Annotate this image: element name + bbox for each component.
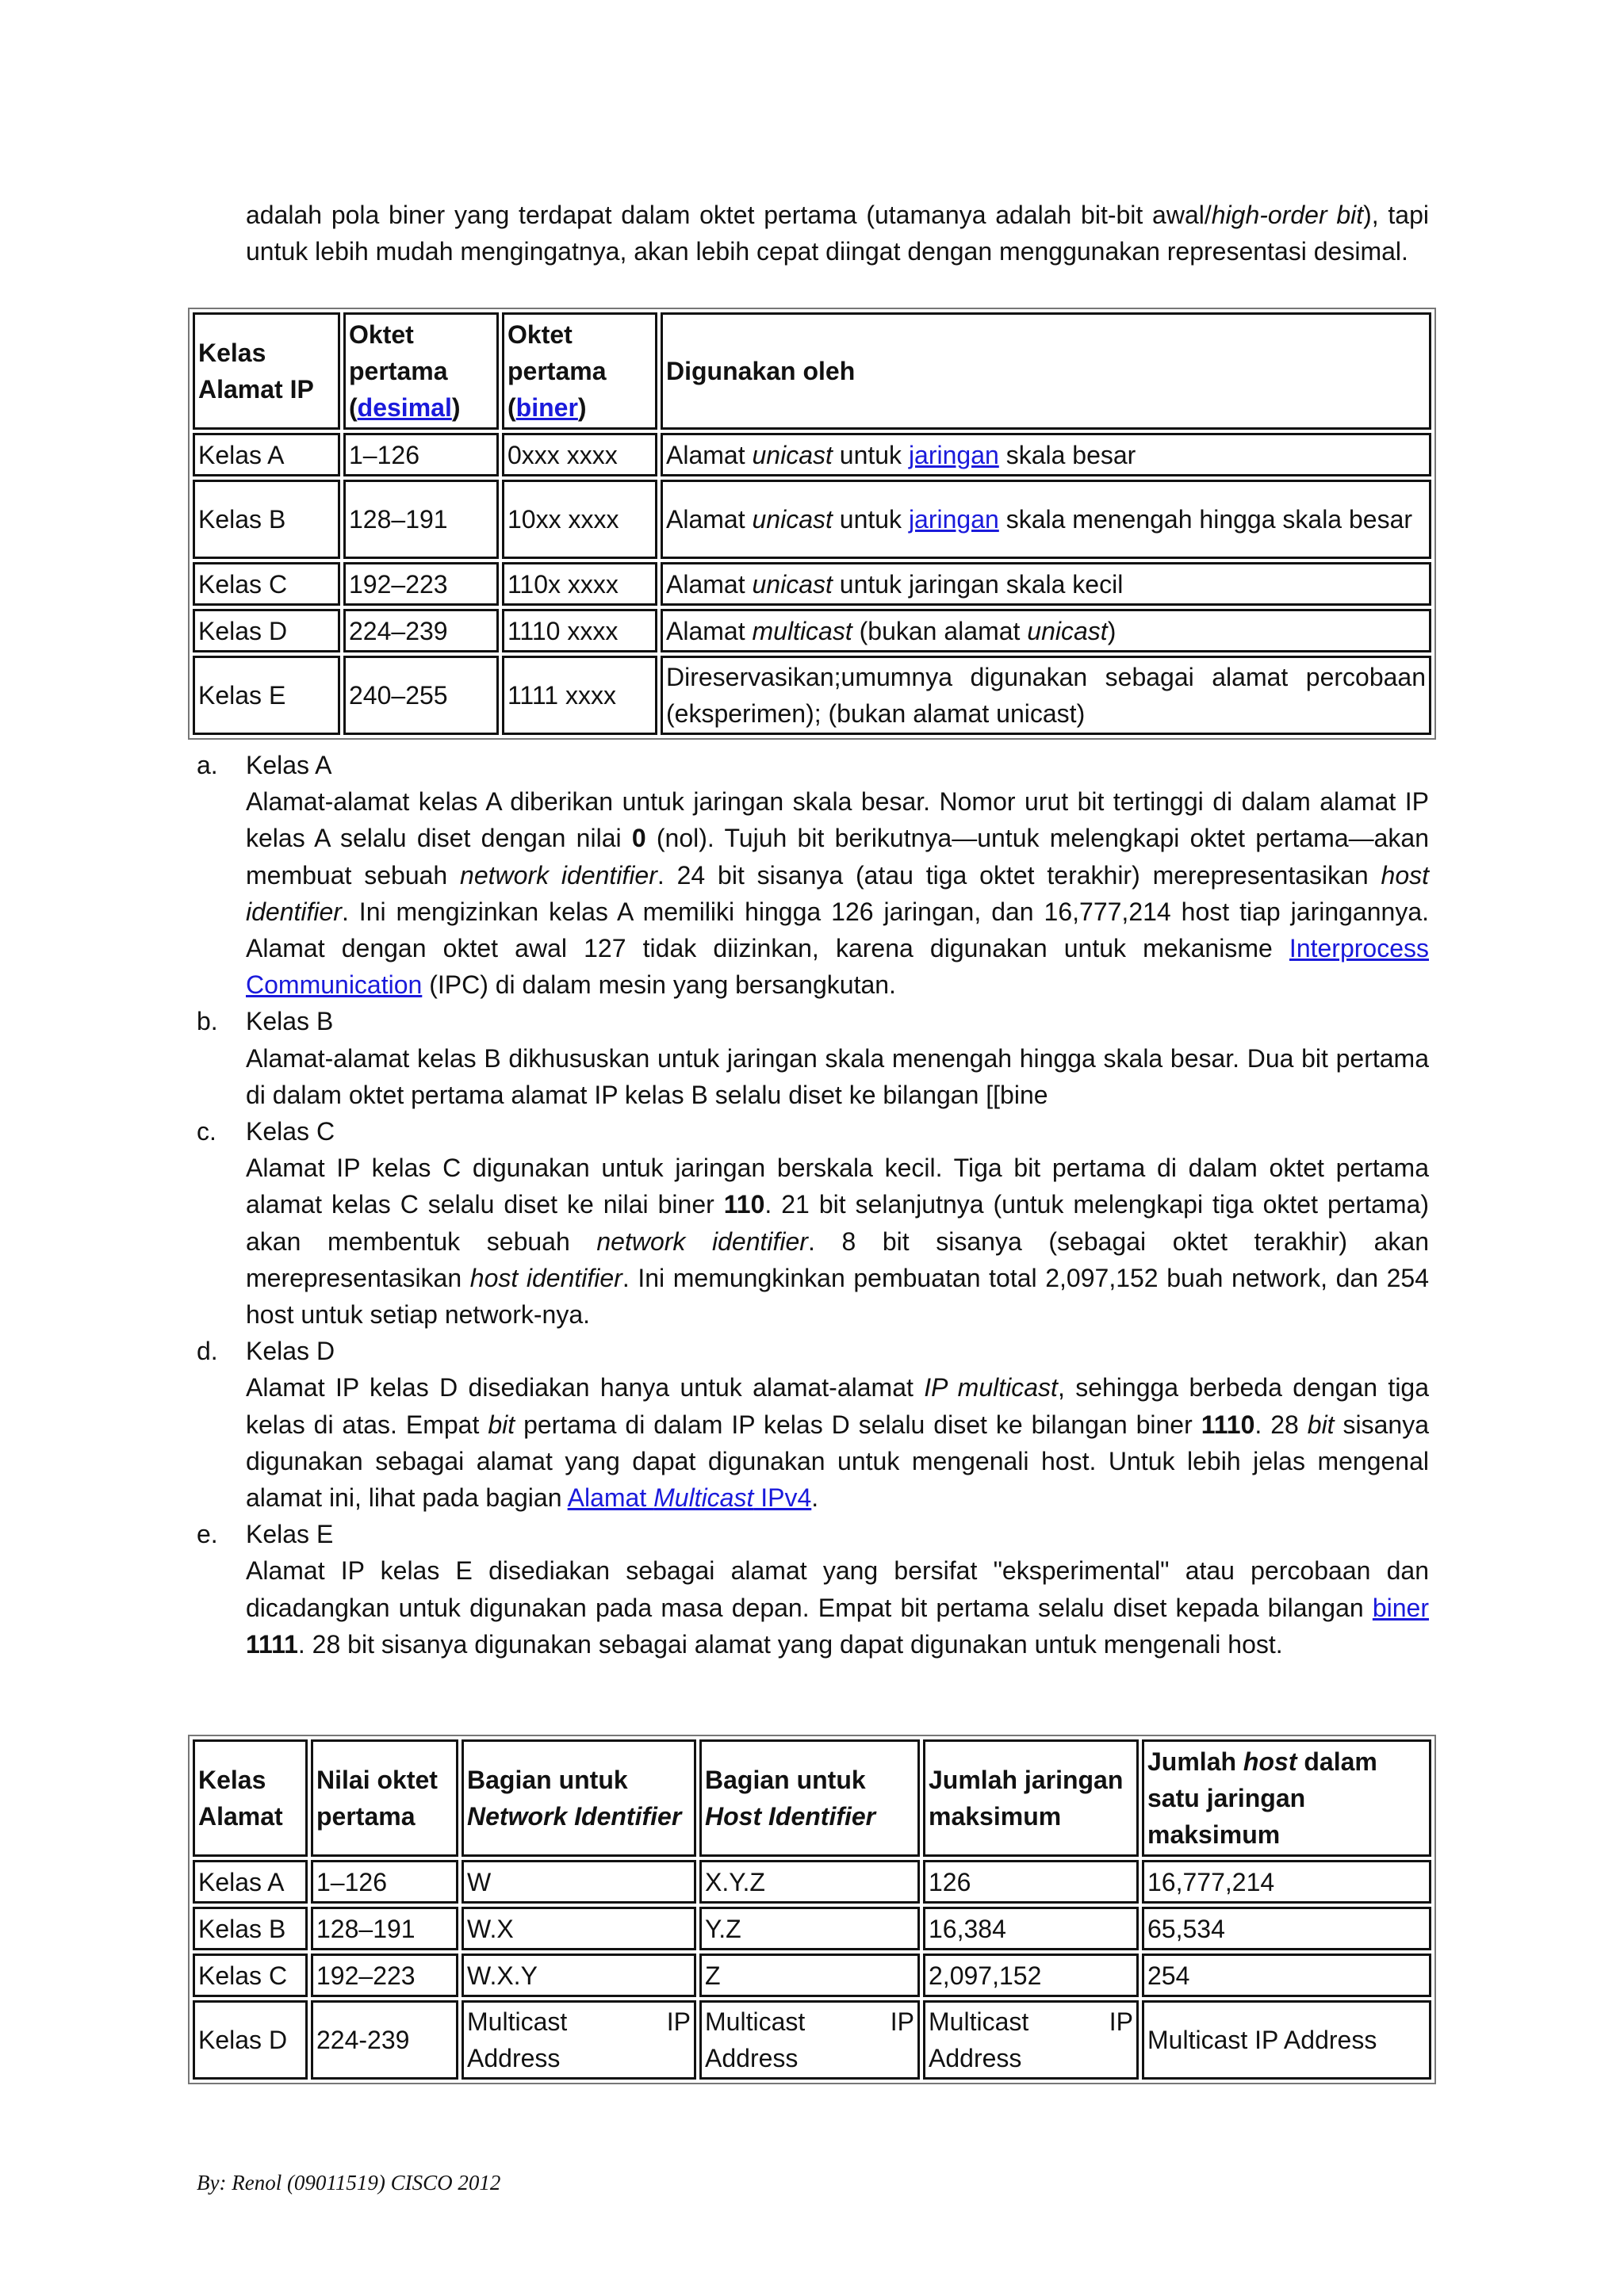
text-run: Oktet pertama (	[349, 320, 448, 422]
list-item-title: Kelas E	[246, 1520, 334, 1549]
italic-text: bit	[488, 1410, 515, 1439]
list-item	[197, 1333, 1429, 1516]
table-cell	[661, 656, 1431, 735]
text-run: )	[451, 393, 461, 422]
list-item-body	[246, 783, 1429, 1003]
text-run: (bukan alamat	[852, 616, 1028, 645]
table-body	[193, 1860, 1431, 2080]
table-cell	[343, 562, 499, 606]
text-run: pertama di dalam IP kelas D selalu diset ke bilangan biner	[515, 1410, 1201, 1439]
table-cell	[1142, 1860, 1431, 1904]
text-run: 192–223	[316, 1961, 416, 1990]
text-run: adalah pola biner yang terdapat dalam oktet pertama (utamanya adalah bit-bit awal/	[246, 201, 1212, 229]
table-cell	[343, 656, 499, 735]
text-run: Kelas D	[198, 616, 288, 645]
table-cell	[193, 2000, 308, 2080]
text-run: Alamat	[666, 569, 753, 599]
table-row	[193, 1907, 1431, 1950]
table-cell	[462, 1954, 696, 1997]
text-run: Jumlah jaringan maksimum	[929, 1766, 1124, 1831]
text-run: Kelas Alamat IP	[198, 339, 314, 404]
table-cell	[502, 480, 657, 559]
text-run: W.X.Y	[467, 1961, 538, 1990]
table-row	[193, 562, 1431, 606]
table-cell	[661, 433, 1431, 476]
hyperlink[interactable]: jaringan	[908, 505, 999, 534]
text-run: Oktet pertama (	[508, 320, 607, 422]
list-item-title: Kelas D	[246, 1337, 335, 1366]
list-marker: d.	[197, 1337, 218, 1366]
table-cell	[923, 1954, 1139, 1997]
text-run: skala menengah hingga skala besar	[998, 505, 1413, 534]
italic-text: host identifier	[469, 1263, 622, 1292]
text-run: untuk	[832, 505, 909, 534]
text-run: Kelas A	[198, 1867, 285, 1896]
table-cell	[343, 480, 499, 559]
text-run: 10xx xxxx	[508, 505, 619, 534]
table-cell	[699, 1954, 920, 1997]
list-item	[197, 1113, 1429, 1333]
hyperlink[interactable]: jaringan	[908, 440, 999, 469]
table-row	[193, 480, 1431, 559]
table-cell	[502, 562, 657, 606]
bold-text: 0	[631, 824, 646, 853]
text-run: skala besar	[998, 440, 1136, 469]
text-run: Alamat IP kelas C digunakan untuk jaringan berskala kecil. Tiga bit pertama di dalam oktet pertama alamat kelas C selalu diset ke nilai biner	[246, 1154, 1429, 1219]
table-cell	[462, 2000, 696, 2080]
text-run: 1110 xxxx	[508, 616, 619, 645]
bold-text: 1110	[1201, 1410, 1255, 1439]
text-run: X.Y.Z	[705, 1867, 765, 1896]
text-run: Alamat	[666, 440, 753, 469]
text-run: Kelas D	[198, 2026, 288, 2054]
text-run: Alamat	[666, 616, 753, 645]
text-run: 0xxx xxxx	[508, 440, 618, 469]
italic-text: Host Identifier	[705, 1802, 876, 1831]
text-run: . Ini memungkinkan pembuatan total 2,097,152 buah network, dan 254 host untuk setiap network-nya.	[246, 1263, 1430, 1330]
text-run: Alamat IP kelas D disediakan hanya untuk alamat-alamat	[246, 1373, 925, 1402]
text-run: 254	[1147, 1961, 1190, 1990]
text-run: untuk	[832, 440, 909, 469]
hyperlink[interactable]: IPv4	[753, 1483, 812, 1513]
text-run: W	[467, 1867, 492, 1896]
column-header	[462, 1739, 696, 1857]
list-marker: b.	[197, 1007, 218, 1036]
table-cell	[699, 1907, 920, 1950]
column-header	[311, 1739, 458, 1857]
italic-text: unicast	[1027, 616, 1108, 645]
text-run: )	[1107, 616, 1116, 645]
text-run: 224-239	[316, 2026, 410, 2054]
italic-text: Network Identifier	[467, 1802, 682, 1831]
column-header	[661, 312, 1431, 430]
italic-text: IP multicast	[924, 1373, 1058, 1402]
table-body	[193, 433, 1431, 735]
text-run: 1–126	[316, 1867, 387, 1896]
hyperlink[interactable]: Alamat	[567, 1483, 654, 1513]
text-run: Kelas B	[198, 1914, 286, 1943]
table-cell	[661, 480, 1431, 559]
text-run: 128–191	[316, 1914, 416, 1943]
table-cell	[311, 1907, 458, 1950]
column-header	[193, 1739, 308, 1857]
text-run: Alamat IP kelas E disediakan sebagai alamat yang bersifat "eksperimental" atau percobaan dan dicadangkan untuk digunakan pada masa depan. Empat bit pertama selalu diset kepada bilangan	[246, 1556, 1429, 1622]
italic-text: unicast	[752, 440, 833, 469]
list-item	[197, 1003, 1429, 1113]
text-run: 240–255	[349, 681, 448, 710]
text-run: , sehingga berbeda dengan tiga kelas di atas. Empat	[246, 1373, 1430, 1439]
list-marker: e.	[197, 1520, 218, 1549]
ip-class-table	[188, 308, 1436, 740]
text-run: 224–239	[349, 616, 448, 645]
table-header-row	[193, 312, 1431, 430]
text-run: 16,777,214	[1147, 1867, 1275, 1896]
column-header	[1142, 1739, 1431, 1857]
text-run: . 28	[1254, 1410, 1308, 1439]
table-row	[193, 433, 1431, 476]
list-item-body	[246, 1040, 1429, 1113]
table-cell	[311, 2000, 458, 2080]
table-row	[193, 656, 1431, 735]
table-cell	[661, 562, 1431, 606]
italic-text: high-order bit	[1211, 201, 1364, 229]
table-cell	[699, 2000, 920, 2080]
text-run: Kelas A	[198, 440, 285, 469]
text-run: untuk jaringan skala kecil	[832, 569, 1124, 599]
table-cell	[193, 433, 340, 476]
table-cell	[193, 480, 340, 559]
table-cell	[502, 433, 657, 476]
hyperlink[interactable]: Interprocess Communication	[246, 934, 1429, 1000]
table-cell	[193, 609, 340, 652]
text-run: Alamat-alamat kelas B dikhususkan untuk jaringan skala menengah hingga skala besar. Dua bit pertama di dalam oktet pertama alamat IP kelas B selalu diset ke bilangan [[bine	[246, 1043, 1429, 1109]
text-run: 1–126	[349, 440, 419, 469]
column-header	[923, 1739, 1139, 1857]
text-run: )	[577, 393, 587, 422]
list-item-title: Kelas B	[246, 1007, 334, 1036]
italic-text: host	[1243, 1747, 1297, 1776]
text-run: . 21 bit selanjutnya (untuk melengkapi tiga oktet pertama) akan membentuk sebuah	[246, 1190, 1429, 1256]
table-cell	[923, 1860, 1139, 1904]
table-cell	[311, 1954, 458, 1997]
text-run: 126	[929, 1867, 971, 1896]
table-cell	[462, 1907, 696, 1950]
list-item-title: Kelas A	[246, 751, 332, 779]
table-row	[193, 2000, 1431, 2080]
text-run: (IPC) di dalam mesin yang bersangkutan.	[422, 970, 896, 1000]
table-cell	[1142, 1907, 1431, 1950]
list-item-body	[246, 1369, 1429, 1516]
text-run: .	[811, 1483, 819, 1513]
table-cell	[1142, 1954, 1431, 1997]
table-cell	[699, 1860, 920, 1904]
italic-text: host identifier	[246, 860, 1430, 926]
text-run: Y.Z	[705, 1914, 741, 1943]
list-marker: a.	[197, 751, 218, 779]
text-run: Multicast IP Address	[1147, 2026, 1377, 2054]
table-header-row	[193, 1739, 1431, 1857]
text-run: Digunakan oleh	[666, 357, 856, 385]
text-run: Kelas B	[198, 505, 286, 534]
column-header	[699, 1739, 920, 1857]
table-cell	[923, 2000, 1139, 2080]
italic-text: network identifier	[460, 860, 657, 890]
hyperlink[interactable]: desimal	[357, 393, 452, 422]
text-run: W.X	[467, 1914, 514, 1943]
text-run: 110x xxxx	[508, 569, 619, 599]
text-run: Bagian untuk	[705, 1766, 866, 1794]
text-run: (nol). Tujuh bit berikutnya—untuk melengkapi oktet pertama—akan membuat sebuah	[246, 824, 1430, 890]
intro-paragraph	[246, 197, 1429, 270]
table-cell	[502, 656, 657, 735]
text-run: Nilai oktet pertama	[316, 1766, 438, 1831]
class-list	[197, 747, 1429, 1663]
text-run: . 8 bit sisanya (sebagai oktet terakhir) akan merepresentasikan	[246, 1226, 1430, 1292]
text-run: Direservasikan;umumnya digunakan sebagai alamat percobaan (eksperimen); (bukan alamat unicast)	[666, 663, 1426, 728]
table-cell	[193, 656, 340, 735]
table-row	[193, 1954, 1431, 1997]
text-run: 65,534	[1147, 1914, 1225, 1943]
list-item-body	[246, 1150, 1429, 1333]
table-row	[193, 609, 1431, 652]
table-cell	[311, 1860, 458, 1904]
italic-text: unicast	[752, 505, 833, 534]
table-cell	[193, 562, 340, 606]
table-cell	[193, 1954, 308, 1997]
column-header	[502, 312, 657, 430]
text-run: Bagian untuk	[467, 1766, 628, 1794]
text-run: Multicast IP Address	[467, 2007, 691, 2072]
list-item	[197, 747, 1429, 1003]
text-run: Z	[705, 1961, 721, 1990]
text-run: . 28 bit sisanya digunakan sebagai alamat yang dapat digunakan untuk mengenali host.	[297, 1629, 1283, 1659]
table-cell	[462, 1860, 696, 1904]
text-run: 192–223	[349, 569, 448, 599]
italic-text: multicast	[752, 616, 852, 645]
table-cell	[343, 609, 499, 652]
text-run: ), tapi untuk lebih mudah mengingatnya, akan lebih cepat diingat dengan menggunakan representasi desimal.	[246, 201, 1430, 266]
italic-text: bit	[1307, 1410, 1335, 1439]
bold-text: 1111	[246, 1629, 298, 1659]
ip-class-summary-table	[188, 1735, 1436, 2084]
table-cell	[193, 1860, 308, 1904]
text-run: dalam satu jaringan maksimum	[1147, 1747, 1377, 1849]
table-cell	[343, 433, 499, 476]
text-run: Kelas C	[198, 1961, 288, 1990]
text-run: 1111 xxxx	[508, 681, 616, 710]
text-run: 128–191	[349, 505, 448, 534]
text-run: . 24 bit sisanya (atau tiga oktet terakhir) merepresentasikan	[657, 860, 1381, 890]
text-run: . Ini mengizinkan kelas A memiliki hingga 126 jaringan, dan 16,777,214 host tiap jaringannya. Alamat dengan oktet awal 127 tidak diizinkan, karena digunakan untuk mekanisme	[246, 897, 1429, 963]
text-run: Kelas C	[198, 569, 288, 599]
column-header	[343, 312, 499, 430]
table-row	[193, 1860, 1431, 1904]
hyperlink[interactable]: biner	[515, 393, 578, 422]
list-item-title: Kelas C	[246, 1117, 335, 1146]
table-cell	[661, 609, 1431, 652]
text-run: 16,384	[929, 1914, 1006, 1943]
text-run: 2,097,152	[929, 1961, 1042, 1990]
table-cell	[923, 1907, 1139, 1950]
list-marker: c.	[197, 1117, 216, 1146]
table-cell	[502, 609, 657, 652]
hyperlink[interactable]: biner	[1372, 1593, 1429, 1622]
hyperlink[interactable]: Multicast	[653, 1483, 754, 1513]
text-run: Alamat-alamat kelas A diberikan untuk jaringan skala besar. Nomor urut bit tertinggi di dalam alamat IP kelas A selalu diset dengan nilai	[246, 787, 1429, 853]
italic-text: network identifier	[596, 1226, 808, 1256]
list-item	[197, 1516, 1429, 1663]
text-run: Kelas E	[198, 681, 286, 710]
text-run: Multicast IP Address	[705, 2007, 914, 2072]
list-item-body	[246, 1552, 1429, 1663]
bold-text: 110	[723, 1190, 765, 1219]
column-header	[193, 312, 340, 430]
text-run: Jumlah	[1147, 1747, 1243, 1776]
text-run: Kelas Alamat	[198, 1766, 283, 1831]
table-cell	[193, 1907, 308, 1950]
footer-credit: By: Renol (09011519) CISCO 2012	[197, 2171, 501, 2195]
text-run: Alamat	[666, 505, 753, 534]
table-cell	[1142, 2000, 1431, 2080]
text-run: sisanya digunakan sebagai alamat yang dapat digunakan untuk mengenali host. Untuk lebih jelas mengenal alamat ini, lihat pada bagian	[246, 1410, 1430, 1513]
italic-text: unicast	[752, 569, 833, 599]
text-run: Multicast IP Address	[929, 2007, 1133, 2072]
